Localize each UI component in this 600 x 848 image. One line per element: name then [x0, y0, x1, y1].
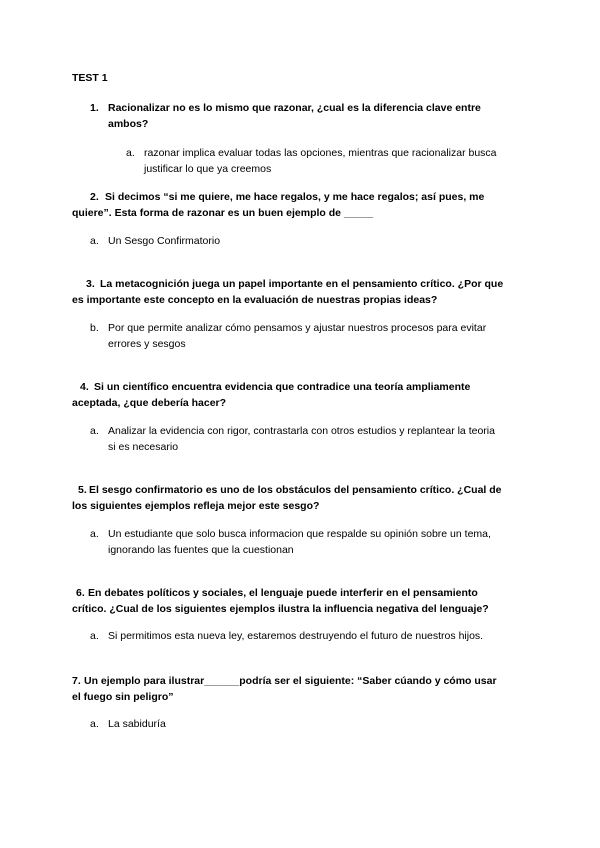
- answer-marker: b.: [90, 322, 99, 334]
- answer-marker: a.: [90, 425, 99, 437]
- answer-marker: a.: [90, 630, 99, 642]
- question-text-line: El sesgo confirmatorio es uno de los obstáculos del pensamiento crítico. ¿Cual de: [89, 484, 502, 496]
- question-text-line: crítico. ¿Cual de los siguientes ejemplos ilustra la influencia negativa del lenguaje?: [72, 603, 489, 615]
- answer-text-line: Si permitimos esta nueva ley, estaremos destruyendo el futuro de nuestros hijos.: [108, 630, 484, 642]
- question-text-line: En debates políticos y sociales, el lenguaje puede interferir en el pensamiento: [88, 587, 478, 599]
- answer-text-line: si es necesario: [108, 441, 179, 453]
- question-text-line: aceptada, ¿que debería hacer?: [72, 397, 227, 409]
- question-text-line: los siguientes ejemplos refleja mejor este sesgo?: [72, 500, 320, 512]
- question-text-line: Racionalizar no es lo mismo que razonar, ¿cual es la diferencia clave entre: [108, 102, 481, 114]
- question-number: 1.: [90, 102, 99, 114]
- question-number: 5.: [78, 484, 87, 496]
- question-number: 6.: [76, 587, 85, 599]
- answer-marker: a.: [90, 718, 99, 730]
- question-number: 3.: [86, 278, 95, 290]
- answer-text-line: Por que permite analizar cómo pensamos y ajustar nuestros procesos para evitar: [108, 322, 487, 334]
- question-number: 7.: [72, 675, 81, 687]
- answer-text-line: ignorando las fuentes que la cuestionan: [108, 544, 294, 556]
- answer-text-line: La sabiduría: [108, 718, 166, 730]
- question-number: 2.: [90, 191, 99, 203]
- answer-text-line: Un estudiante que solo busca informacion que respalde su opinión sobre un tema,: [108, 528, 491, 540]
- answer-text-line: errores y sesgos: [108, 338, 186, 350]
- question-text-line: Si un científico encuentra evidencia que contradice una teoría ampliamente: [94, 381, 471, 393]
- question-text-line: La metacognición juega un papel importante en el pensamiento crítico. ¿Por que: [100, 278, 504, 290]
- answer-marker: a.: [90, 235, 99, 247]
- answer-marker: a.: [126, 147, 135, 159]
- question-text-line: Un ejemplo para ilustrar______podría ser el siguiente: “Saber cúando y cómo usar: [84, 675, 497, 687]
- answer-text-line: justificar lo que ya creemos: [144, 163, 272, 175]
- question-text-line: el fuego sin peligro”: [72, 691, 174, 703]
- question-text-line: quiere”. Esta forma de razonar es un buen ejemplo de _____: [72, 207, 374, 219]
- answer-text-line: razonar implica evaluar todas las opciones, mientras que racionalizar busca: [144, 147, 497, 159]
- question-text-line: es importante este concepto en la evaluación de nuestras propias ideas?: [72, 294, 438, 306]
- document-title: TEST 1: [72, 72, 108, 84]
- answer-marker: a.: [90, 528, 99, 540]
- question-text-line: Si decimos “si me quiere, me hace regalos, y me hace regalos; así pues, me: [105, 191, 485, 203]
- question-text-line: ambos?: [108, 118, 149, 130]
- answer-text-line: Analizar la evidencia con rigor, contrastarla con otros estudios y replantear la teoria: [108, 425, 495, 437]
- answer-text-line: Un Sesgo Confirmatorio: [108, 235, 221, 247]
- question-number: 4.: [80, 381, 89, 393]
